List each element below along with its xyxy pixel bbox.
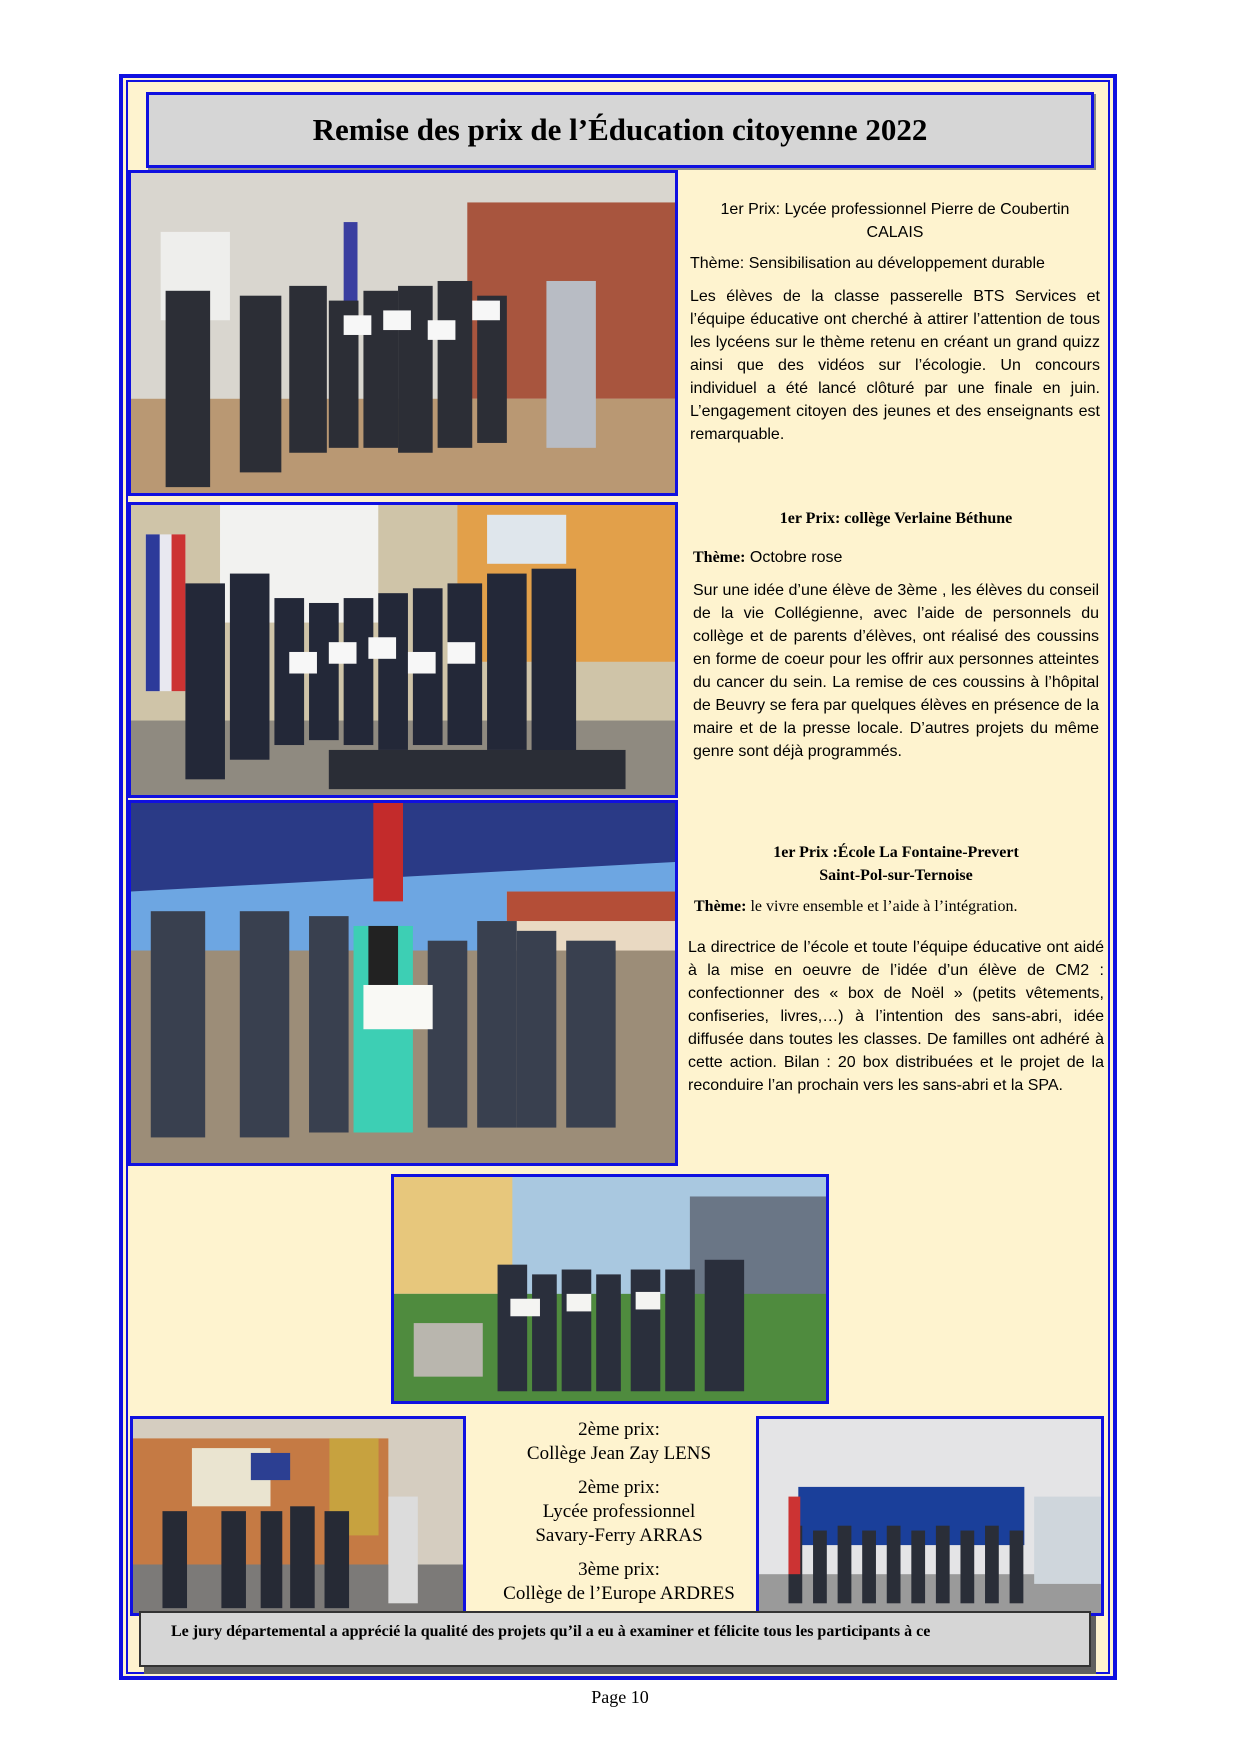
other-prizes-list [474,1418,764,1606]
prize-2b-school-line1: Lycée professionnel [542,1501,696,1522]
jury-text: Le jury départemental a apprécié la qualité des projets qu’il a eu à examiner et félicite tous les participants à ce [171,1623,931,1640]
prize3-theme-value: le vivre ensemble et l’aide à l’intégration. [746,898,1018,915]
prize3-heading-line1: 1er Prix :École La Fontaine-Prevert [773,844,1019,861]
prize3-section [688,841,1104,1097]
prize3-heading [688,841,1104,887]
prize2-section [693,507,1099,763]
photo-outdoor-group [391,1174,829,1404]
prize2-heading: 1er Prix: collège Verlaine Béthune [779,510,1013,527]
photo-coubertin-image [131,173,675,493]
prize1-heading-line1: 1er Prix: Lycée professionnel Pierre de Coubertin [720,201,1070,218]
title-box [146,92,1094,168]
jury-box [139,1611,1091,1667]
prize2-theme-label: Thème: [693,549,746,566]
page-title: Remise des prix de l’Éducation citoyenne 2022 [312,112,928,147]
photo-verlaine-image [131,505,675,795]
prize2-theme [693,546,1099,569]
photo-coubertin [128,170,678,496]
prize1-theme [690,252,1100,275]
prize1-heading-line2: CALAIS [866,224,924,241]
prize2-theme-value: Octobre rose [745,549,843,566]
prize-2b-school-line2: Savary-Ferry ARRAS [535,1525,703,1546]
prize1-body: Les élèves de la classe passerelle BTS Services et l’équipe éducative ont cherché à attirer l’attention de tous les lycéens sur le thème retenu en créant un grand quizz ainsi que des vidéos sur l’écologie. Un concours individuel a été lancé clôturé par une finale en juin. L’engagement citoyen des jeunes et des enseignants est remarquable. [690,288,1100,443]
photo-fontaine [128,800,678,1166]
photo-jean-zay-image [133,1419,463,1613]
prize3-body: La directrice de l’école et toute l’équipe éducative ont aidé à la mise en oeuvre de l’idée d’un élève de CM2 : confectionner des « box de Noël » (petits vêtements, confiseries, livres,…) à l’intention des sans-abri, idée diffusée dans toutes les classes. De familles ont adhéré à cette action. Bilan : 20 box distribuées et le projet de la reconduire l’an prochain vers les sans-abri et la SPA. [688,939,1104,1094]
photo-jean-zay [130,1416,466,1616]
prize-2a-label: 2ème prix: [578,1419,660,1440]
photo-arras-image [759,1419,1101,1613]
prize1-theme-label: Thème: [690,255,745,272]
prize3-theme [694,895,1104,918]
photo-arras [756,1416,1104,1616]
prize1-theme-value: Sensibilisation au développement durable [744,255,1045,272]
page-number: Page 10 [591,1687,649,1707]
prize3-theme-label: Thème: [694,898,747,915]
prize-2a-school: Collège Jean Zay LENS [526,1443,712,1464]
prize3-heading-line2: Saint-Pol-sur-Ternoise [819,867,973,884]
prize-2b-label: 2ème prix: [578,1477,660,1498]
prize-3-label: 3ème prix: [578,1559,660,1580]
prize2-body: Sur une idée d’une élève de 3ème , les élèves du conseil de la vie Collégienne, avec l’aide de personnels du collège et de parents d’élèves, ont réalisé des coussins en forme de coeur pour les offrir aux personnes atteintes du cancer du sein. La remise de ces coussins à l’hôpital de Beuvry se fera par quelques élèves en présence de la maire et de la presse locale. D’autres projets du même genre sont déjà programmés. [693,582,1099,760]
photo-verlaine [128,502,678,798]
photo-outdoor-group-image [394,1177,826,1401]
prize-3-school: Collège de l’Europe ARDRES [503,1583,735,1604]
prize1-heading [690,198,1100,244]
prize1-section [690,198,1100,446]
photo-fontaine-image [131,803,675,1163]
